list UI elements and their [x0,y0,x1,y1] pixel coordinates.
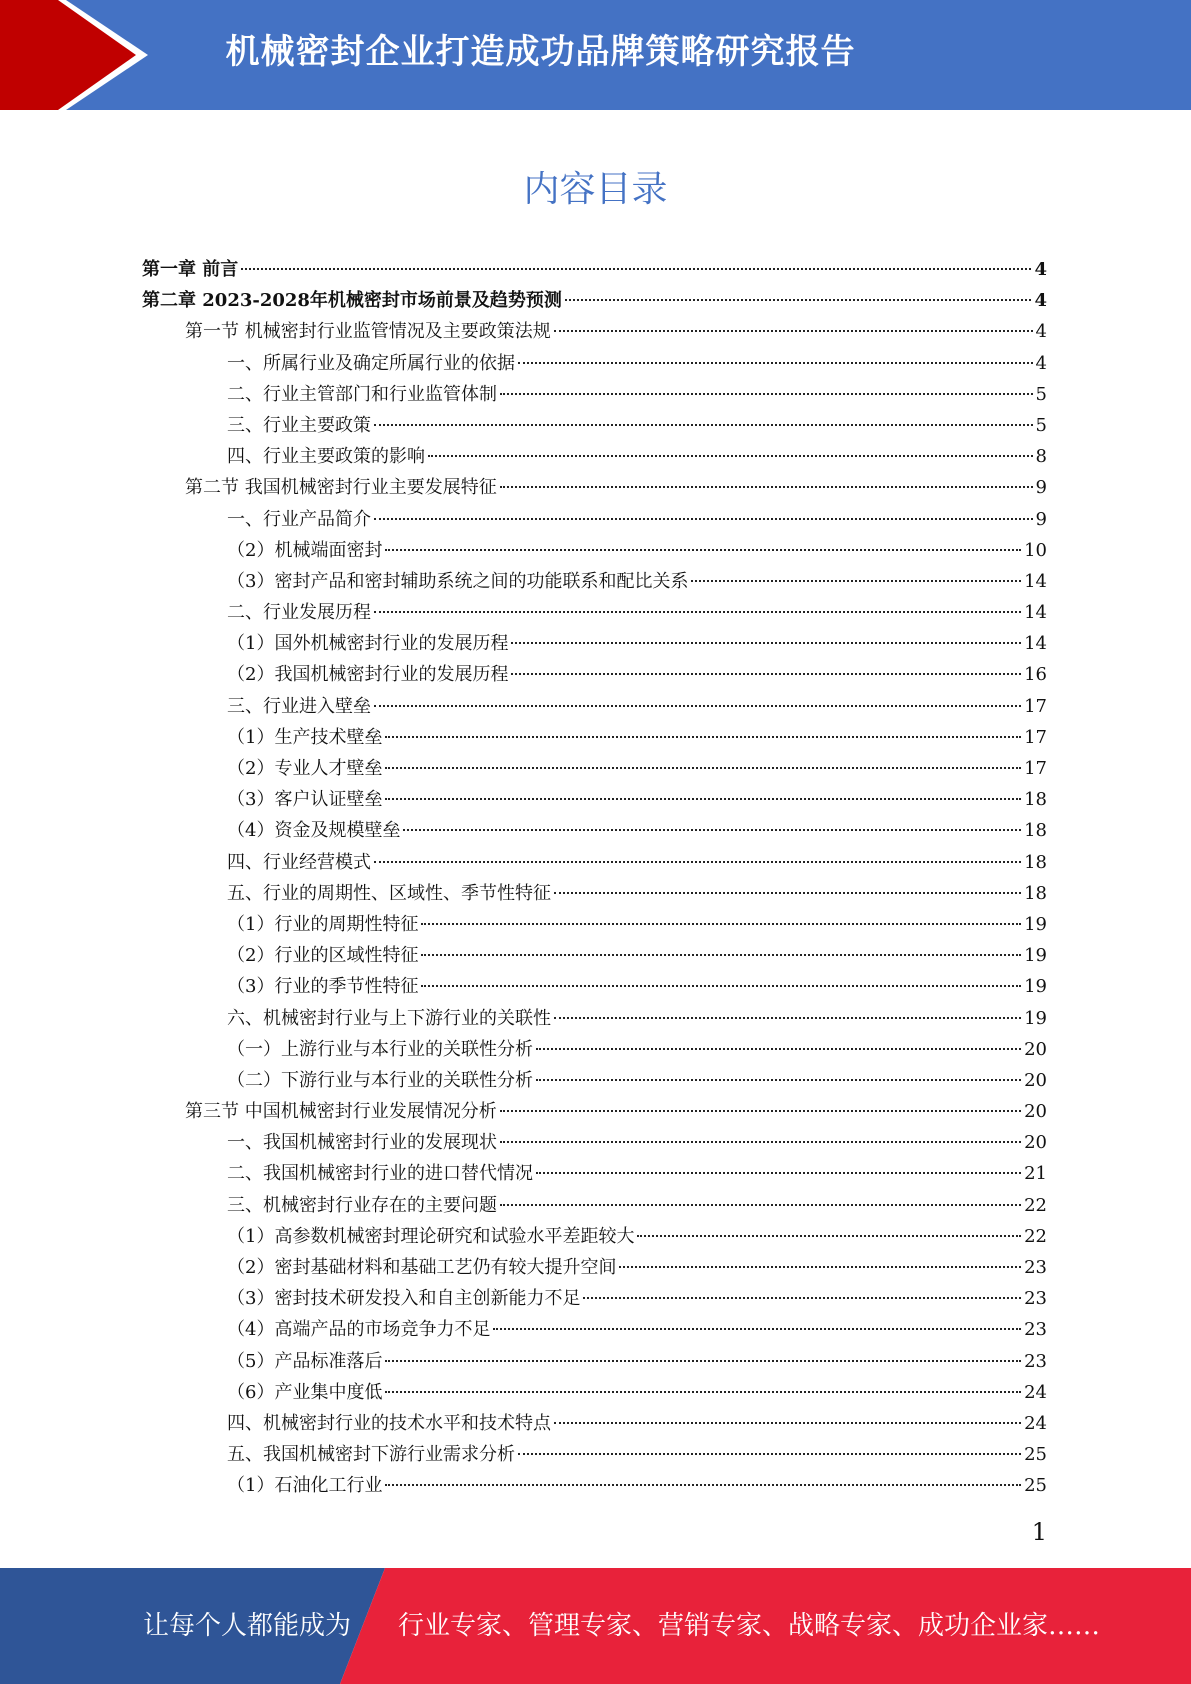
toc-dot-leader [421,985,1021,987]
toc-entry-title: 四、机械密封行业的技术水平和技术特点 [227,1412,551,1434]
footer-slogan-left: 让每个人都能成为 [143,1611,352,1641]
toc-entry-title: （1）高参数机械密封理论研究和试验水平差距较大 [227,1225,635,1247]
toc-dot-leader [374,518,1033,520]
toc-entry-page: 21 [1024,1163,1047,1185]
toc-entry-title: （3）行业的季节性特征 [227,976,419,998]
toc-entry-title: 五、行业的周期性、区域性、季节性特征 [227,882,551,904]
toc-entry-page: 19 [1024,945,1047,967]
toc-heading: 内容目录 [523,169,668,210]
toc-dot-leader [554,1422,1021,1424]
toc-entry[interactable] [0,1377,1191,1408]
toc-entry-page: 23 [1024,1288,1047,1310]
toc-entry-page: 16 [1024,664,1047,686]
toc-entry-title: 第一节 机械密封行业监管情况及主要政策法规 [185,321,551,343]
toc-entry-title: （4）高端产品的市场竞争力不足 [227,1319,491,1341]
toc-entry-page: 18 [1024,789,1047,811]
toc-entry-title: （1）石油化工行业 [227,1475,383,1497]
toc-entry[interactable] [0,753,1191,784]
toc-entry[interactable] [0,784,1191,815]
toc-entry[interactable] [0,691,1191,722]
toc-dot-leader [565,299,1032,301]
toc-entry-page: 17 [1024,758,1047,779]
toc-entry[interactable] [0,722,1191,753]
toc-entry-title: 五、我国机械密封下游行业需求分析 [227,1444,515,1466]
toc-entry-page: 20 [1024,1038,1047,1060]
toc-entry[interactable] [0,1283,1191,1314]
toc-dot-leader [691,580,1021,582]
toc-entry-title: 第一章 前言 [142,259,239,280]
toc-dot-leader [385,1360,1021,1362]
toc-entry-page: 19 [1024,1007,1047,1029]
toc-dot-leader [385,798,1021,800]
toc-entry-title: （2）机械端面密封 [227,539,383,561]
toc-dot-leader [637,1235,1021,1237]
toc-entry[interactable] [0,1034,1191,1065]
toc-entry[interactable] [0,1221,1191,1252]
toc-dot-leader [374,611,1021,613]
toc-entry-title: 四、行业经营模式 [227,851,371,873]
report-title: 机械密封企业打造成功品牌策略研究报告 [225,32,856,72]
toc-entry[interactable] [0,909,1191,940]
toc-entry-title: （4）资金及规模壁垒 [227,820,401,842]
toc-dot-leader [374,424,1033,426]
toc-entry-page: 4 [1035,321,1047,343]
toc-entry-page: 25 [1024,1475,1047,1497]
toc-entry-title: 三、行业进入壁垒 [227,695,371,717]
toc-entry[interactable] [0,316,1191,347]
toc-entry[interactable] [0,441,1191,472]
toc-entry-title: 第二节 我国机械密封行业主要发展特征 [185,477,497,499]
toc-dot-leader [536,1048,1021,1050]
toc-dot-leader [554,1017,1021,1019]
toc-entry-page: 24 [1024,1412,1047,1434]
toc-entry-page: 4 [1034,290,1047,312]
toc-entry-title: （5）产品标准落后 [227,1350,383,1372]
toc-entry[interactable] [0,1439,1191,1470]
toc-entry-title: 二、行业主管部门和行业监管体制 [227,383,497,405]
toc-entry[interactable] [0,597,1191,628]
toc-entry-page: 20 [1024,1101,1047,1123]
toc-entry-title: 四、行业主要政策的影响 [227,446,425,468]
toc-entry-title: 二、行业发展历程 [227,602,371,624]
toc-entry[interactable] [0,472,1191,503]
toc-entry-page: 20 [1024,1069,1047,1091]
toc-entry[interactable] [0,535,1191,566]
toc-entry[interactable] [0,659,1191,690]
toc-entry-page: 22 [1024,1194,1047,1216]
toc-entry-page: 14 [1024,570,1047,592]
toc-entry[interactable] [0,348,1191,379]
toc-entry-title: （2）密封基础材料和基础工艺仍有较大提升空间 [227,1257,617,1278]
toc-entry[interactable] [0,815,1191,846]
toc-dot-leader [493,1328,1021,1330]
toc-dot-leader [518,362,1033,364]
toc-entry[interactable] [0,1408,1191,1439]
toc-entry-page: 22 [1024,1225,1047,1247]
toc-entry-page: 20 [1024,1132,1047,1154]
toc-entry-title: 三、行业主要政策 [227,414,371,436]
toc-entry-title: 三、机械密封行业存在的主要问题 [227,1194,497,1216]
toc-entry[interactable] [0,379,1191,410]
toc-dot-leader [500,1110,1021,1112]
toc-entry[interactable] [0,1065,1191,1096]
toc-entry[interactable] [0,1252,1191,1283]
toc-dot-leader [500,1141,1021,1143]
toc-dot-leader [518,1453,1021,1455]
toc-entry-page: 14 [1024,633,1047,655]
toc-dot-leader [511,642,1021,644]
toc-entry-page: 4 [1034,259,1047,280]
toc-entry-title: （2）我国机械密封行业的发展历程 [227,664,509,686]
toc-entry[interactable] [0,971,1191,1002]
toc-entry-page: 14 [1024,602,1047,624]
toc-entry-page: 23 [1024,1350,1047,1372]
toc-dot-leader [403,829,1021,831]
toc-entry[interactable] [0,1190,1191,1221]
toc-entry-page: 25 [1024,1444,1047,1466]
toc-entry-page: 24 [1024,1381,1047,1403]
toc-entry[interactable] [0,1096,1191,1127]
toc-dot-leader [554,330,1033,332]
toc-entry-page: 5 [1035,414,1047,436]
toc-entry-title: （3）客户认证壁垒 [227,789,383,811]
toc-entry[interactable] [0,628,1191,659]
toc-entry[interactable] [0,254,1191,285]
toc-entry[interactable] [0,1314,1191,1345]
toc-entry-title: （3）密封产品和密封辅助系统之间的功能联系和配比关系 [227,570,689,592]
toc-entry-page: 4 [1035,352,1047,374]
toc-entry[interactable] [0,504,1191,535]
toc-dot-leader [385,767,1021,769]
toc-entry-page: 18 [1024,851,1047,873]
toc-dot-leader [500,1204,1021,1206]
toc-entry-page: 8 [1035,446,1047,468]
toc-entry-page: 18 [1024,882,1047,904]
toc-dot-leader [374,861,1021,863]
toc-entry-title: （1）行业的周期性特征 [227,913,419,935]
page-number: 1 [1031,1518,1047,1546]
footer-slogan-right: 行业专家、管理专家、营销专家、战略专家、成功企业家…… [398,1611,1101,1641]
toc-entry-page: 18 [1024,820,1047,842]
toc-entry[interactable] [0,1127,1191,1158]
toc-dot-leader [554,892,1021,894]
toc-dot-leader [619,1266,1021,1268]
toc-dot-leader [385,736,1021,738]
toc-entry-title: 六、机械密封行业与上下游行业的关联性 [227,1007,551,1029]
table-of-contents [0,254,1191,1502]
toc-entry[interactable] [0,410,1191,441]
toc-entry-page: 23 [1024,1319,1047,1341]
toc-entry-page: 5 [1035,383,1047,405]
toc-entry-title: 第二章 2023-2028年机械密封市场前景及趋势预测 [142,290,562,312]
toc-entry-title: （1）国外机械密封行业的发展历程 [227,633,509,655]
toc-entry-title: 一、我国机械密封行业的发展现状 [227,1132,497,1154]
toc-entry-title: （3）密封技术研发投入和自主创新能力不足 [227,1288,581,1310]
toc-dot-leader [421,954,1021,956]
toc-dot-leader [385,1391,1021,1393]
toc-entry[interactable] [0,285,1191,316]
toc-dot-leader [421,923,1021,925]
toc-entry-page: 19 [1024,913,1047,935]
toc-entry-title: 一、行业产品简介 [227,508,371,530]
toc-entry-page: 17 [1024,695,1047,717]
toc-entry[interactable] [0,1158,1191,1189]
toc-entry[interactable] [0,847,1191,878]
toc-dot-leader [385,549,1021,551]
toc-dot-leader [500,393,1033,395]
toc-entry[interactable] [0,566,1191,597]
toc-entry-page: 23 [1024,1257,1047,1278]
footer-banner [0,1568,1191,1684]
toc-entry-page: 17 [1024,726,1047,748]
toc-entry-title: （一）上游行业与本行业的关联性分析 [227,1038,533,1060]
toc-entry[interactable] [0,878,1191,909]
toc-entry[interactable] [0,940,1191,971]
toc-entry[interactable] [0,1003,1191,1034]
toc-entry-page: 10 [1024,539,1047,561]
toc-entry-title: （二）下游行业与本行业的关联性分析 [227,1069,533,1091]
toc-dot-leader [385,1484,1021,1486]
toc-dot-leader [536,1079,1021,1081]
header-banner [0,0,1191,110]
toc-entry-title: （1）生产技术壁垒 [227,726,383,748]
toc-entry-title: （2）行业的区域性特征 [227,945,419,967]
toc-entry-title: 第三节 中国机械密封行业发展情况分析 [185,1101,497,1123]
toc-entry-title: （6）产业集中度低 [227,1381,383,1403]
toc-dot-leader [241,268,1031,270]
toc-entry-page: 9 [1035,477,1047,499]
toc-dot-leader [500,486,1033,488]
red-chevron-decoration [0,0,160,110]
toc-entry-title: （2）专业人才壁垒 [227,758,383,779]
toc-dot-leader [536,1172,1021,1174]
toc-entry-page: 9 [1035,508,1047,530]
toc-dot-leader [374,705,1021,707]
toc-dot-leader [511,673,1021,675]
toc-entry-title: 一、所属行业及确定所属行业的依据 [227,352,515,374]
toc-entry-page: 19 [1024,976,1047,998]
toc-entry[interactable] [0,1470,1191,1501]
toc-dot-leader [428,455,1033,457]
toc-entry-title: 二、我国机械密封行业的进口替代情况 [227,1163,533,1185]
toc-dot-leader [583,1297,1021,1299]
toc-entry[interactable] [0,1346,1191,1377]
